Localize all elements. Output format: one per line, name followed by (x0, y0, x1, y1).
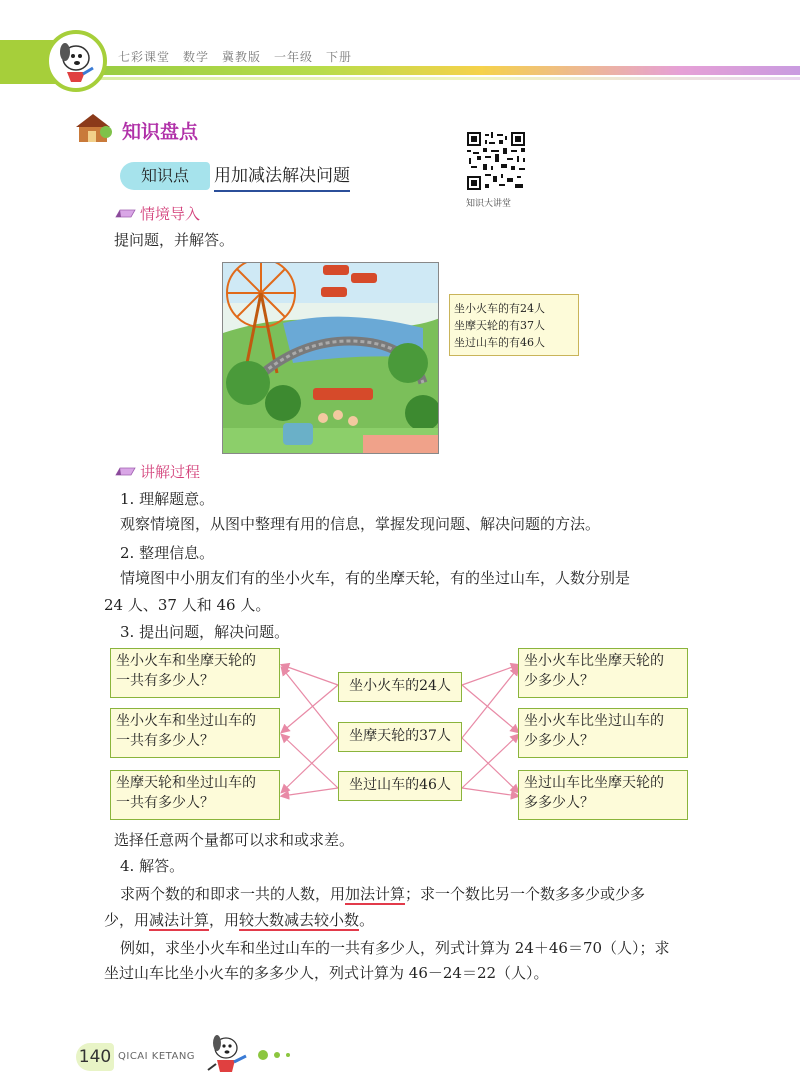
step-1-text: 观察情境图，从图中整理有用的信息，掌握发现问题、解决问题的方法。 (120, 515, 601, 533)
step-3: 3. 提出问题，解决问题。 (120, 623, 290, 641)
highlight-larger-minus-smaller: 较大数减去较小数 (239, 911, 360, 929)
question-line: 少多少人？ (524, 673, 594, 689)
header-color-bar (0, 66, 800, 75)
knowledge-point-label: 知识点 (120, 162, 210, 190)
section-house-icon (76, 112, 114, 144)
question-line: 坐小火车比坐摩天轮的 (524, 653, 664, 669)
question-line: 坐小火车比坐过山车的 (524, 713, 664, 729)
intro-heading: 情境导入 (140, 205, 201, 223)
question-line: 坐小火车和坐过山车的 (116, 713, 256, 729)
intro-prompt: 提问题，并解答。 (114, 231, 235, 249)
step-2-text-cont: 24 人、37 人和 46 人。 (104, 596, 271, 614)
left-question-box (110, 648, 280, 698)
left-question-box (110, 770, 280, 820)
example-text: 例如，求坐小火车和坐过山车的一共有多少人，列式计算为 24＋46＝70（人）；求 (120, 939, 670, 957)
step-3-note: 选择任意两个量都可以求和或求差。 (114, 831, 355, 849)
fact-box: 坐摩天轮的37人 (338, 722, 462, 752)
highlight-addition: 加法计算 (345, 885, 406, 903)
highlight-subtraction: 减法计算 (149, 911, 210, 929)
page-number: 140 (76, 1043, 114, 1071)
info-box (449, 294, 579, 356)
question-line: 坐过山车比坐摩天轮的 (524, 775, 664, 791)
right-question-box (518, 708, 688, 758)
text-span: 求两个数的和即求一共的人数，用 (120, 885, 346, 903)
section-title: 知识盘点 (122, 121, 199, 143)
text-span: ，用 (209, 911, 240, 929)
question-line: 少多少人？ (524, 733, 594, 749)
question-line: 一共有多少人？ (116, 795, 214, 811)
header-thin-bar (0, 77, 800, 80)
question-line: 一共有多少人？ (116, 673, 214, 689)
decor-dot (286, 1053, 290, 1057)
step-1: 1. 理解题意。 (120, 490, 215, 508)
text-span: ；求一个数比另一个数多多少或少多 (405, 885, 646, 903)
decor-dot (258, 1050, 268, 1060)
info-line: 坐小火车的有24人 (454, 302, 545, 315)
info-line: 坐摩天轮的有37人 (454, 319, 545, 332)
fact-box: 坐小火车的24人 (338, 672, 462, 702)
question-line: 坐摩天轮和坐过山车的 (116, 775, 256, 791)
qr-caption: 知识大讲堂 (466, 199, 512, 209)
knowledge-point-title: 用加减法解决问题 (214, 162, 350, 192)
example-text-cont: 坐过山车比坐小火车的多多少人，列式计算为 46－24＝22（人）。 (104, 964, 549, 982)
step-2-text: 情境图中小朋友们有的坐小火车，有的坐摩天轮，有的坐过山车，人数分别是 (120, 569, 631, 587)
amusement-park-illustration (222, 262, 439, 454)
step-2: 2. 整理信息。 (120, 544, 215, 562)
right-question-box (518, 770, 688, 820)
left-question-box (110, 708, 280, 758)
footer-brand: QICAI KETANG (118, 1051, 196, 1062)
fact-box: 坐过山车的46人 (338, 771, 462, 801)
info-line: 坐过山车的有46人 (454, 336, 545, 349)
explain-heading: 讲解过程 (140, 463, 201, 481)
decor-dot (274, 1052, 280, 1058)
step-4-text-cont (104, 910, 374, 931)
question-line: 坐小火车和坐摩天轮的 (116, 653, 256, 669)
step-4: 4. 解答。 (120, 857, 185, 875)
question-line: 一共有多少人？ (116, 733, 214, 749)
step-4-text (120, 884, 645, 905)
header-title: 七彩课堂 数学 冀教版 一年级 下册 (118, 50, 353, 64)
pencil-icon (115, 465, 137, 477)
mascot-dog-icon (45, 30, 107, 92)
question-line: 多多少人？ (524, 795, 594, 811)
pencil-icon (115, 207, 137, 219)
text-span: 少，用 (104, 911, 150, 929)
text-span: 。 (359, 911, 375, 929)
right-question-box (518, 648, 688, 698)
qr-code-icon[interactable] (465, 130, 527, 192)
mascot-dog-icon (202, 1030, 252, 1078)
